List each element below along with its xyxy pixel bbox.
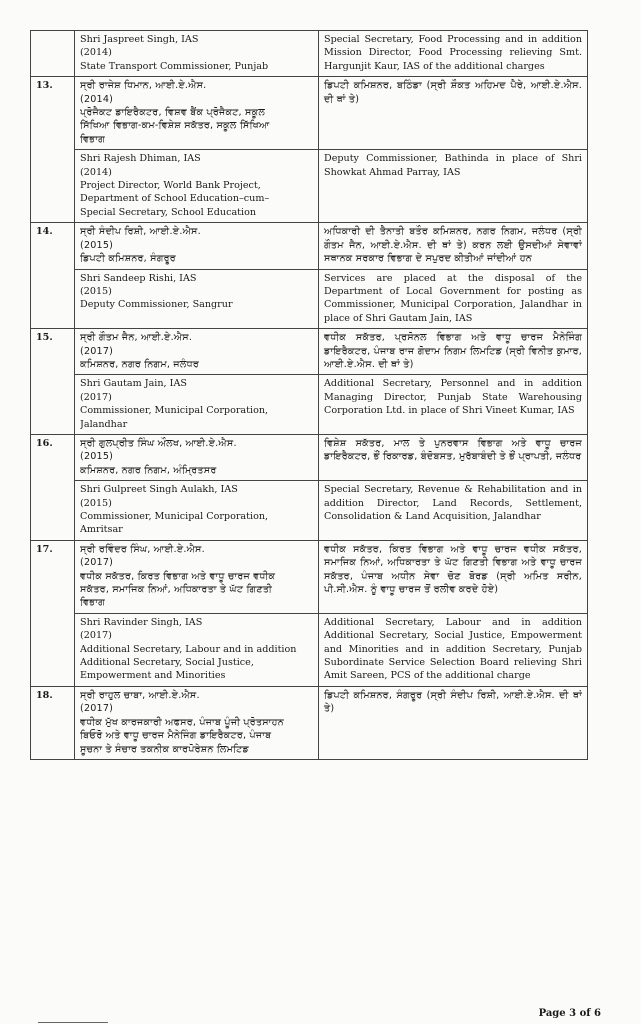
posting-punjabi: ਅਧਿਕਾਰੀ ਦੀ ਤੈਨਾਤੀ ਬਤੌਰ ਕਮਿਸ਼ਨਰ, ਨਗਰ ਨਿਗਮ, ਜਲੰਧਰ (ਸ੍ਰੀ ਗੌਤਮ ਜੈਨ, ਆਈ.ਏ.ਐਸ. ਦੀ ਥਾਂ ਤੇ) ਕਰਨ ਲਈ ਉਸਦੀਆਂ ਸੇਵਾਵਾਂ ਸਥਾਨਕ ਸਰਕਾਰ ਵਿਭਾਗ ਦੇ ਸਪੁਰਦ ਕੀਤੀਆਂ ਜਾਂਦੀਆਂ ਹਨ [319, 223, 588, 269]
officer-line: (2017) [80, 557, 114, 569]
officer-line: (2015) [80, 239, 114, 251]
officer-line: Department of School Education–cum– [80, 193, 270, 205]
officer-line: ਵਿਭਾਗ [80, 133, 105, 145]
officer-line: Commissioner, Municipal Corporation, [80, 405, 269, 417]
table-row [31, 540, 588, 613]
serial-number: 16. [31, 434, 75, 540]
posting-punjabi: ਡਿਪਟੀ ਕਮਿਸ਼ਨਰ, ਬਠਿੰਡਾ (ਸ੍ਰੀ ਸ਼ੌਕਤ ਅਹਿਮਦ ਪੈਰੇ, ਆਈ.ਏ.ਐਸ. ਦੀ ਥਾਂ ਤੇ) [319, 77, 588, 150]
serial-number: 18. [31, 686, 75, 759]
officer-line: ਸ੍ਰੀ ਸੰਦੀਪ ਰਿਸ਼ੀ, ਆਈ.ਏ.ਐਸ. [80, 226, 201, 238]
officer-details-english [75, 613, 319, 686]
officer-line: Shri Sandeep Rishi, IAS [80, 272, 197, 284]
officer-line: ਬਿਓਰੋ ਅਤੇ ਵਾਧੂ ਚਾਰਜ ਮੈਨੇਜਿੰਗ ਡਾਇਰੈਕਟਰ, ਪੰਜਾਬ [80, 730, 272, 742]
officer-line: ਕਮਿਸ਼ਨਰ, ਨਗਰ ਨਿਗਮ, ਜਲੰਧਰ [80, 358, 199, 370]
officer-line: Amritsar [80, 524, 123, 536]
officer-details-punjabi [75, 223, 319, 269]
posting-punjabi: ਵਧੀਕ ਸਕੱਤਰ, ਪ੍ਰਸੋਨਲ ਵਿਭਾਗ ਅਤੇ ਵਾਧੂ ਚਾਰਜ ਮੈਨੇਜਿੰਗ ਡਾਇਰੈਕਟਰ, ਪੰਜਾਬ ਰਾਜ ਗੋਦਾਮ ਨਿਗਮ ਲਿਮਟਿਡ (ਸ੍ਰੀ ਵਿਨੀਤ ਕੁਮਾਰ, ਆਈ.ਏ.ਐਸ. ਦੀ ਥਾਂ ਤੇ) [319, 329, 588, 375]
officer-details-punjabi [75, 686, 319, 759]
table-row [31, 375, 588, 435]
officer-line: Shri Ravinder Singh, IAS [80, 616, 203, 628]
serial-number: 13. [31, 77, 75, 223]
officer-line: (2017) [80, 345, 114, 357]
officer-line: ਸਿੱਖਿਆ ਵਿਭਾਗ-ਕਮ-ਵਿਸ਼ੇਸ਼ ਸਕੱਤਰ, ਸਕੂਲ ਸਿੱਖਿਆ [80, 120, 270, 132]
officer-line: ਸ੍ਰੀ ਗੁਲਪ੍ਰੀਤ ਸਿੰਘ ਔਲਖ, ਆਈ.ਏ.ਐਸ. [80, 437, 237, 449]
posting-punjabi: ਡਿਪਟੀ ਕਮਿਸ਼ਨਰ, ਸੰਗਰੂਰ (ਸ੍ਰੀ ਸੰਦੀਪ ਰਿਸ਼ੀ, ਆਈ.ਏ.ਐਸ. ਦੀ ਥਾਂ ਤੇ) [319, 686, 588, 759]
officer-line: ਸ੍ਰੀ ਰਵਿੰਦਰ ਸਿੰਘ, ਆਈ.ਏ.ਐਸ. [80, 543, 205, 555]
officer-line: Jalandhar [80, 418, 128, 430]
officer-line: Additional Secretary, Labour and in addition [80, 643, 297, 655]
officer-line: (2017) [80, 630, 112, 642]
table-row [31, 150, 588, 223]
footer-rule [38, 1022, 108, 1023]
officer-line: (2017) [80, 703, 114, 715]
officer-details-english [75, 375, 319, 435]
officer-details-english [75, 31, 319, 77]
posting-english: Special Secretary, Food Processing and in addition Mission Director, Food Processing relieving Smt. Hargunjit Kaur, IAS of the additional charges [319, 31, 588, 77]
table-row [31, 77, 588, 150]
posting-punjabi: ਵਧੀਕ ਸਕੱਤਰ, ਕਿਰਤ ਵਿਭਾਗ ਅਤੇ ਵਾਧੂ ਚਾਰਜ ਵਧੀਕ ਸਕੱਤਰ, ਸਮਾਜਿਕ ਨਿਆਂ, ਅਧਿਕਾਰਤਾ ਤੇ ਘੱਟ ਗਿਣਤੀ ਵਿਭਾਗ ਅਤੇ ਵਾਧੂ ਚਾਰਜ ਸਕੱਤਰ, ਪੰਜਾਬ ਅਧੀਨ ਸੇਵਾ ਚੋਣ ਬੋਰਡ (ਸ੍ਰੀ ਅਮਿਤ ਸਰੀਨ, ਪੀ.ਸੀ.ਐਸ. ਨੂੰ ਵਾਧੂ ਚਾਰਜ ਤੋਂ ਰਲੀਵ ਕਰਦੇ ਹੋਏ) [319, 540, 588, 613]
officer-line: ਕਮਿਸ਼ਨਰ, ਨਗਰ ਨਿਗਮ, ਅੰਮ੍ਰਿਤਸਰ [80, 464, 217, 476]
serial-number [31, 31, 75, 77]
officer-details-punjabi [75, 77, 319, 150]
posting-english: Additional Secretary, Personnel and in addition Managing Director, Punjab State Warehousing Corporation Ltd. in place of Shri Vineet Kumar, IAS [319, 375, 588, 435]
officer-line: (2015) [80, 285, 112, 297]
officer-line: Additional Secretary, Social Justice, [80, 657, 254, 669]
officer-line: ਵਧੀਕ ਸਕੱਤਰ, ਕਿਰਤ ਵਿਭਾਗ ਅਤੇ ਵਾਧੂ ਚਾਰਜ ਵਧੀਕ [80, 570, 276, 582]
serial-number: 17. [31, 540, 75, 686]
page-number: Page 3 of 6 [538, 1008, 601, 1019]
posting-english: Services are placed at the disposal of the Department of Local Government for posting as Commissioner, Municipal Corporation, Jalandhar in place of Shri Gautam Jain, IAS [319, 269, 588, 329]
posting-orders-table [30, 30, 588, 760]
officer-line: (2015) [80, 451, 114, 463]
table-row [31, 223, 588, 269]
officer-line: Special Secretary, School Education [80, 206, 257, 218]
table-row [31, 329, 588, 375]
officer-details-punjabi [75, 540, 319, 613]
officer-line: Shri Jaspreet Singh, IAS [80, 34, 199, 45]
serial-number: 14. [31, 223, 75, 329]
officer-line: (2014) [80, 93, 114, 105]
officer-line: ਸ੍ਰੀ ਰਾਜੇਸ਼ ਧਿਮਾਨ, ਆਈ.ਏ.ਐਸ. [80, 80, 207, 92]
officer-line: Shri Gulpreet Singh Aulakh, IAS [80, 484, 238, 496]
table-body [31, 31, 588, 760]
officer-details-punjabi [75, 434, 319, 480]
table-row [31, 269, 588, 329]
officer-line: ਵਧੀਕ ਮੁੱਖ ਕਾਰਜਕਾਰੀ ਅਫਸਰ, ਪੰਜਾਬ ਪੂੰਜੀ ਪ੍ਰੋਤਸਾਹਨ [80, 716, 284, 728]
officer-line: (2014) [80, 166, 112, 178]
officer-line: (2017) [80, 391, 112, 403]
officer-line: Shri Rajesh Dhiman, IAS [80, 153, 201, 165]
posting-english: Deputy Commissioner, Bathinda in place of Shri Showkat Ahmad Parray, IAS [319, 150, 588, 223]
officer-line: State Transport Commissioner, Punjab [80, 60, 269, 72]
officer-line: ਵਿਭਾਗ [80, 597, 105, 609]
posting-punjabi: ਵਿਸ਼ੇਸ਼ ਸਕੱਤਰ, ਮਾਲ ਤੇ ਪੁਨਰਵਾਸ ਵਿਭਾਗ ਅਤੇ ਵਾਧੂ ਚਾਰਜ ਡਾਇਰੈਕਟਰ, ਭੌਂ ਰਿਕਾਰਡ, ਬੰਦੋਬਸਤ, ਮੁਰੱਬਾਬੰਦੀ ਤੇ ਭੌਂ ਪ੍ਰਾਪਤੀ, ਜਲੰਧਰ [319, 434, 588, 480]
officer-line: ਸ੍ਰੀ ਰਾਹੁਲ ਚਾਬਾ, ਆਈ.ਏ.ਐਸ. [80, 689, 200, 701]
table-row [31, 481, 588, 541]
officer-line: ਡਿਪਟੀ ਕਮਿਸ਼ਨਰ, ਸੰਗਰੂਰ [80, 253, 176, 265]
officer-details-punjabi [75, 329, 319, 375]
officer-line: Project Director, World Bank Project, [80, 180, 261, 192]
officer-line: ਪ੍ਰੋਜੈਕਟ ਡਾਇਰੈਕਟਰ, ਵਿਸ਼ਵ ਬੈਂਕ ਪ੍ਰੋਜੈਕਟ, ਸਕੂਲ [80, 107, 266, 119]
officer-line: Deputy Commissioner, Sangrur [80, 299, 233, 311]
posting-english: Special Secretary, Revenue & Rehabilitation and in addition Director, Land Records, Settlement, Consolidation & Land Acquisition, Jalandhar [319, 481, 588, 541]
serial-number: 15. [31, 329, 75, 435]
officer-line: (2014) [80, 47, 112, 59]
table-row [31, 434, 588, 480]
officer-details-english [75, 269, 319, 329]
officer-line: ਸਕੱਤਰ, ਸਮਾਜਿਕ ਨਿਆਂ, ਅਧਿਕਾਰਤਾ ਤੇ ਘੱਟ ਗਿਣਤੀ [80, 584, 273, 596]
officer-line: (2015) [80, 497, 112, 509]
table-row [31, 31, 588, 77]
officer-line: ਸੂਚਨਾ ਤੇ ਸੰਚਾਰ ਤਕਨੀਕ ਕਾਰਪੋਰੇਸ਼ਨ ਲਿਮਟਿਡ [80, 743, 249, 755]
officer-line: ਸ੍ਰੀ ਗੌਤਮ ਜੈਨ, ਆਈ.ਏ.ਐਸ. [80, 332, 193, 344]
officer-details-english [75, 150, 319, 223]
officer-line: Empowerment and Minorities [80, 670, 226, 682]
officer-details-english [75, 481, 319, 541]
table-row [31, 613, 588, 686]
table-row [31, 686, 588, 759]
officer-line: Commissioner, Municipal Corporation, [80, 511, 269, 522]
posting-english: Additional Secretary, Labour and in addition Additional Secretary, Social Justice, Empowerment and Minorities and in addition Secretary, Punjab Subordinate Service Selection Board relieving Shri Amit Sareen, PCS of the additional charge [319, 613, 588, 686]
officer-line: Shri Gautam Jain, IAS [80, 378, 187, 390]
